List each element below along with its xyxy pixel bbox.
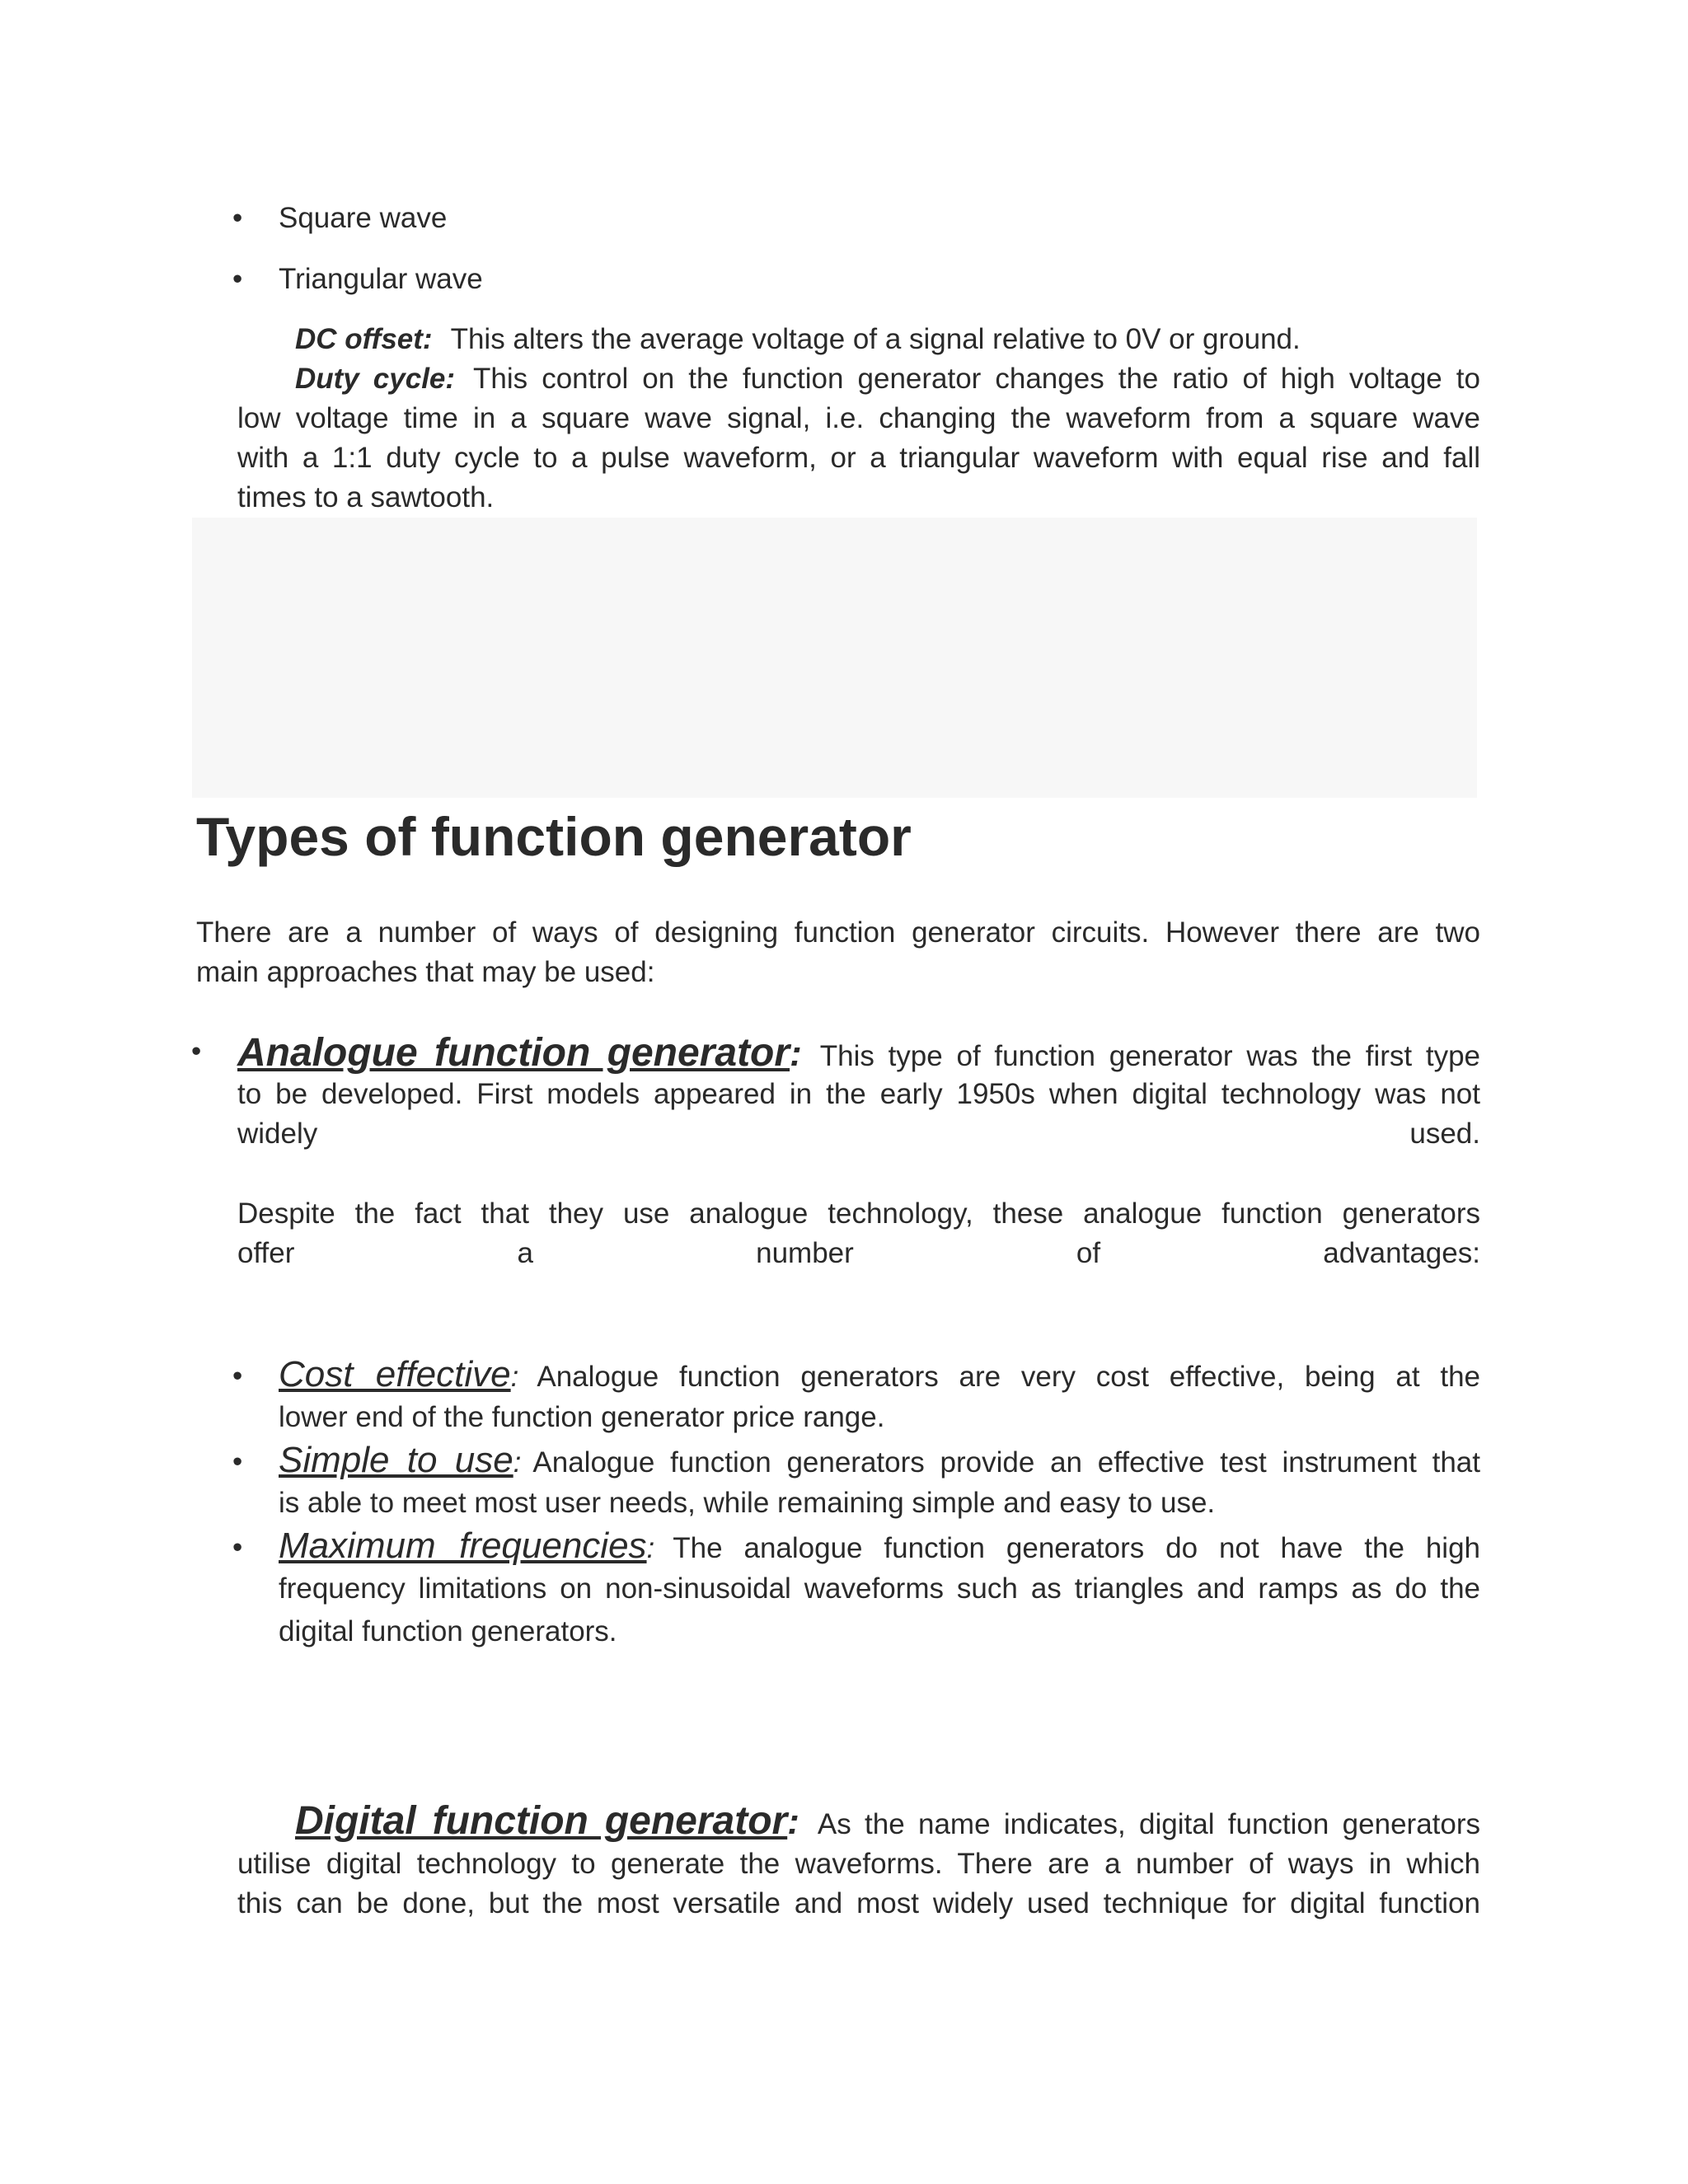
advantage-cost-line-2: lower end of the function generator price range. <box>279 1401 885 1433</box>
advantage-simple-label: Simple to use <box>279 1440 513 1480</box>
intro-line-1: There are a number of ways of designing function generator circuits. However there are two <box>196 916 1480 949</box>
duty-cycle-line-3: with a 1:1 duty cycle to a pulse waveform, or a triangular waveform with equal rise and fall <box>237 442 1480 474</box>
analogue-line-1: Analogue function generator: This type of function generator was the first type <box>237 1031 1480 1075</box>
dc-offset-text: This alters the average voltage of a signal relative to 0V or ground. <box>450 323 1301 355</box>
digital-label: Digital function generator <box>295 1799 788 1843</box>
analogue-para2-line-2: offer a number of advantages: <box>237 1237 1480 1269</box>
analogue-line-3: widely used. <box>237 1118 1480 1150</box>
image-placeholder <box>192 518 1477 798</box>
analogue-line-2: to be developed. First models appeared in the early 1950s when digital technology was not <box>237 1078 1480 1110</box>
digital-line-3: this can be done, but the most versatile and most widely used technique for digital function <box>237 1887 1480 1919</box>
list-item-triangular-wave: Triangular wave <box>279 263 483 295</box>
bullet-dot: • <box>232 1531 243 1563</box>
advantage-cost-label: Cost effective <box>279 1354 511 1394</box>
advantage-cost-line-1: Cost effective: Analogue function generators are very cost effective, being at the <box>279 1354 1481 1394</box>
advantage-simple-line-1: Simple to use: Analogue function generators provide an effective test instrument that <box>279 1440 1480 1480</box>
intro-line-2: main approaches that may be used: <box>196 956 655 988</box>
duty-cycle-line-4: times to a sawtooth. <box>237 481 495 513</box>
list-item-square-wave: Square wave <box>279 202 448 234</box>
duty-cycle-line-2: low voltage time in a square wave signal, i.e. changing the waveform from a square wave <box>237 402 1480 434</box>
advantage-maxfreq-line-3: digital function generators. <box>279 1615 617 1647</box>
advantage-maxfreq-line-2: frequency limitations on non-sinusoidal waveforms such as triangles and ramps as do the <box>279 1572 1480 1605</box>
analogue-label: Analogue function generator <box>237 1031 790 1075</box>
duty-cycle-label: Duty cycle: <box>295 363 456 395</box>
dc-offset-label: DC offset: <box>295 323 433 355</box>
bullet-dot: • <box>232 1360 243 1392</box>
analogue-para2-line-1: Despite the fact that they use analogue technology, these analogue function generators <box>237 1197 1480 1230</box>
digital-line-2: utilise digital technology to generate the waveforms. There are a number of ways in which <box>237 1848 1480 1880</box>
duty-cycle-line-1: Duty cycle: This control on the function generator changes the ratio of high voltage to <box>295 363 1480 395</box>
section-title: Types of function generator <box>196 806 912 867</box>
bullet-dot: • <box>232 202 243 234</box>
advantage-maxfreq-line-1: Maximum frequencies: The analogue function generators do not have the high <box>279 1526 1480 1566</box>
digital-line-1: Digital function generator: As the name indicates, digital function generators <box>295 1799 1481 1843</box>
advantage-maxfreq-label: Maximum frequencies <box>279 1526 647 1566</box>
advantage-simple-line-2: is able to meet most user needs, while remaining simple and easy to use. <box>279 1487 1216 1519</box>
bullet-dot: • <box>232 263 243 295</box>
bullet-dot: • <box>232 1446 243 1478</box>
bullet-dot: • <box>191 1035 202 1067</box>
dc-offset-paragraph <box>295 320 1301 359</box>
